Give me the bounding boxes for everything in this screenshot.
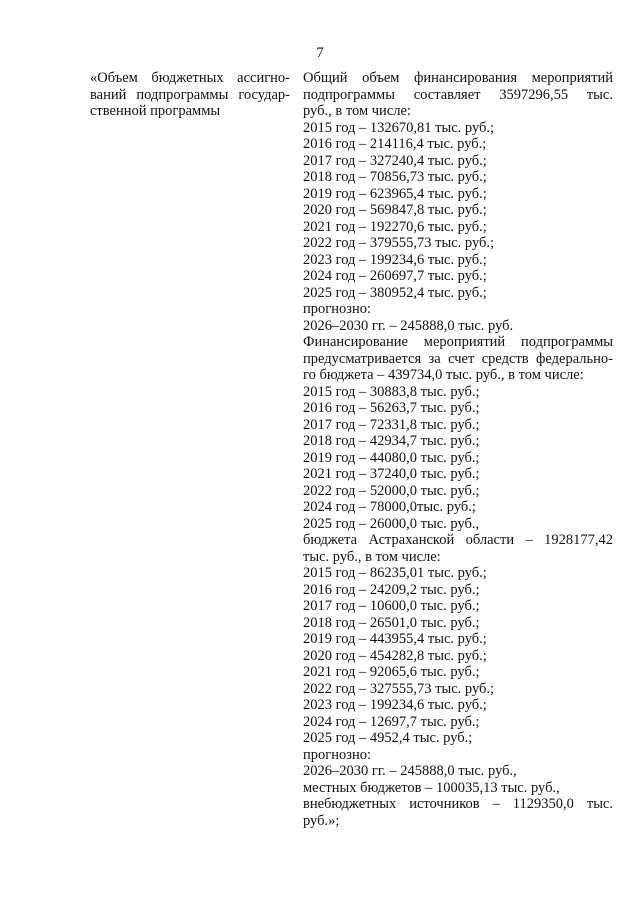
funding-year-line: 2015 год – 30883,8 тыс. руб.; [303, 383, 480, 400]
funding-text-line: тыс. руб., в том числе: [303, 548, 441, 565]
funding-text-line: Общий объем финансирования мероприятий [303, 70, 613, 86]
funding-year-line: 2017 год – 72331,8 тыс. руб.; [303, 416, 480, 433]
funding-year-line: 2019 год – 623965,4 тыс. руб.; [303, 185, 487, 202]
funding-text-line: го бюджета – 439734,0 тыс. руб., в том числе: [303, 367, 584, 383]
funding-text-line: прогнозно: [303, 301, 371, 317]
funding-year-line: 2016 год – 214116,4 тыс. руб.; [303, 136, 487, 152]
funding-year-line: 2015 год – 86235,01 тыс. руб.; [303, 565, 487, 581]
funding-year-line: 2016 год – 24209,2 тыс. руб.; [303, 581, 480, 598]
budget-label-line: «Объем бюджетных ассигно- [90, 70, 290, 86]
funding-year-line: 2018 год – 42934,7 тыс. руб.; [303, 433, 480, 449]
funding-year-line: 2016 год – 56263,7 тыс. руб.; [303, 400, 480, 416]
funding-year-line: 2026–2030 гг. – 245888,0 тыс. руб., [303, 763, 517, 779]
funding-year-line: 2025 год – 26000,0 тыс. руб., [303, 515, 480, 532]
funding-year-line: 2015 год – 132670,81 тыс. руб.; [303, 119, 495, 136]
funding-text-line: бюджета Астраханской области – 1928177,42 [303, 532, 613, 548]
funding-text-line: руб., в том числе: [303, 103, 411, 119]
budget-label-column [90, 70, 290, 120]
funding-year-line: 2018 год – 70856,73 тыс. руб.; [303, 169, 487, 185]
funding-text-line: Финансирование мероприятий подпрограммы [303, 334, 613, 350]
funding-year-line: 2020 год – 454282,8 тыс. руб.; [303, 647, 487, 664]
budget-label-line: ственной программы [90, 103, 221, 119]
funding-year-line: 2025 год – 380952,4 тыс. руб.; [303, 284, 487, 301]
funding-year-line: 2022 год – 52000,0 тыс. руб.; [303, 482, 480, 499]
funding-text-line: руб.»; [303, 812, 340, 829]
funding-details-column [303, 70, 613, 829]
funding-year-line: 2025 год – 4952,4 тыс. руб.; [303, 730, 473, 746]
funding-text-line: подпрограммы составляет 3597296,55 тыс. [303, 86, 613, 103]
funding-text-line: местных бюджетов – 100035,13 тыс. руб., [303, 779, 560, 796]
funding-year-line: 2024 год – 260697,7 тыс. руб.; [303, 268, 487, 284]
funding-year-line: 2018 год – 26501,0 тыс. руб.; [303, 614, 480, 631]
budget-label-line: ваний подпрограммы государ- [90, 86, 290, 103]
funding-year-line: 2021 год – 192270,6 тыс. руб.; [303, 218, 487, 235]
funding-year-line: 2022 год – 327555,73 тыс. руб.; [303, 680, 495, 697]
funding-year-line: 2023 год – 199234,6 тыс. руб.; [303, 697, 487, 713]
funding-year-line: 2026–2030 гг. – 245888,0 тыс. руб. [303, 317, 514, 334]
funding-year-line: 2022 год – 379555,73 тыс. руб.; [303, 235, 495, 251]
funding-year-line: 2024 год – 78000,0тыс. руб.; [303, 499, 476, 515]
funding-text-line: внебюджетных источников – 1129350,0 тыс. [303, 796, 613, 812]
funding-year-line: 2021 год – 37240,0 тыс. руб.; [303, 466, 480, 482]
funding-year-line: 2021 год – 92065,6 тыс. руб.; [303, 664, 480, 680]
funding-year-line: 2017 год – 327240,4 тыс. руб.; [303, 152, 487, 169]
funding-year-line: 2019 год – 443955,4 тыс. руб.; [303, 631, 487, 647]
funding-year-line: 2020 год – 569847,8 тыс. руб.; [303, 202, 487, 218]
funding-year-line: 2023 год – 199234,6 тыс. руб.; [303, 251, 487, 268]
page-number: 7 [316, 45, 324, 61]
funding-year-line: 2017 год – 10600,0 тыс. руб.; [303, 598, 480, 614]
funding-text-line: предусматривается за счет средств федерально- [303, 350, 613, 367]
funding-text-line: прогнозно: [303, 746, 371, 763]
funding-year-line: 2019 год – 44080,0 тыс. руб.; [303, 449, 480, 466]
funding-year-line: 2024 год – 12697,7 тыс. руб.; [303, 713, 480, 730]
